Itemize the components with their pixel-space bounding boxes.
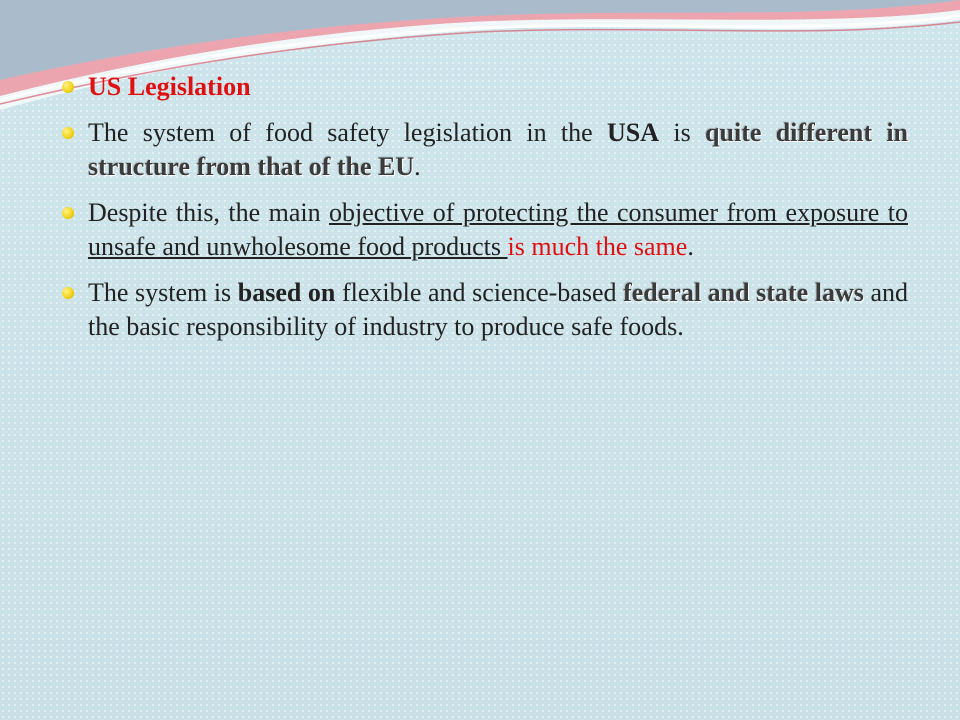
emphasis-federal-state-laws: federal and state laws bbox=[623, 278, 864, 307]
bullet-text: flexible and science-based bbox=[335, 278, 624, 307]
bullet-text: . bbox=[687, 232, 694, 261]
bullet-text: . bbox=[414, 152, 421, 181]
underlined-objective: objective of protecting the consumer from exposure to unsafe and unwholesome food products bbox=[88, 198, 908, 261]
highlight-much-the-same: is much the same bbox=[507, 232, 688, 261]
bullet-text: is bbox=[659, 118, 706, 147]
bullet-system-basis bbox=[60, 276, 908, 344]
bullet-dot-icon bbox=[62, 207, 74, 219]
bullet-text: Despite this, the main bbox=[88, 198, 330, 227]
bullet-us-legislation bbox=[60, 70, 908, 104]
bullet-text: and the basic responsibility of industry to produce safe foods. bbox=[88, 278, 908, 341]
slide-content bbox=[60, 70, 908, 356]
emphasis-usa: USA bbox=[607, 118, 660, 147]
bullet-system-structure bbox=[60, 116, 908, 184]
bullet-dot-icon bbox=[62, 287, 74, 299]
emphasis-based-on: based on bbox=[237, 278, 336, 307]
section-heading: US Legislation bbox=[88, 72, 251, 101]
emphasis-different-structure: quite different in structure from that of the EU bbox=[88, 118, 909, 181]
bullet-main-objective bbox=[60, 196, 908, 264]
bullet-dot-icon bbox=[62, 127, 74, 139]
bullet-text: The system is bbox=[88, 278, 238, 307]
bullet-text: The system of food safety legislation in the bbox=[88, 118, 608, 147]
bullet-dot-icon bbox=[62, 81, 74, 93]
